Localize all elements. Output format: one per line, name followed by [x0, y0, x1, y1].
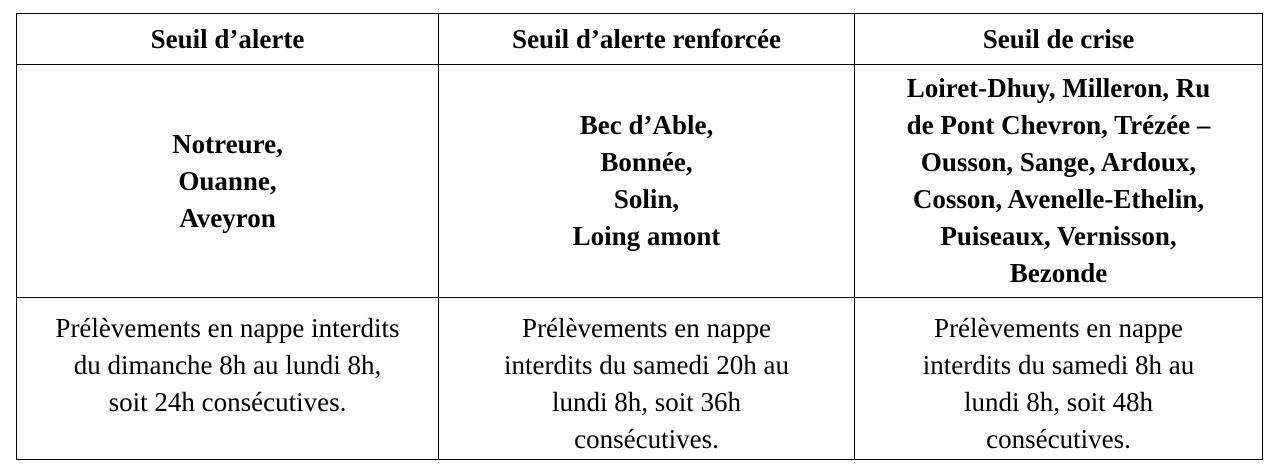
river-line: Aveyron	[179, 202, 276, 233]
rule-cell-alerte	[17, 298, 439, 460]
river-line: Bonnée,	[600, 147, 693, 177]
rivers-cell-alerte-renforcee	[439, 65, 855, 298]
rule-line: lundi 8h, soit 36h	[551, 387, 741, 417]
river-line: Puiseaux, Vernisson,	[940, 221, 1177, 251]
rule-line: Prélèvements en nappe interdits	[55, 313, 400, 343]
river-line: de Pont Chevron, Trézée –	[906, 110, 1211, 140]
table-header-row	[17, 14, 1263, 65]
rule-line: interdits du samedi 20h au	[504, 350, 789, 380]
header-seuil-alerte-renforcee: Seuil d’alerte renforcée	[439, 14, 855, 65]
river-line: Ouanne,	[178, 165, 277, 196]
rule-line: Prélèvements en nappe	[522, 313, 771, 343]
rivers-cell-crise	[855, 65, 1263, 298]
drought-threshold-table	[16, 13, 1263, 460]
rule-cell-crise	[855, 298, 1263, 460]
header-seuil-crise: Seuil de crise	[855, 14, 1263, 65]
rule-line: Prélèvements en nappe	[934, 313, 1183, 343]
rule-line: soit 24h consécutives.	[108, 387, 347, 417]
river-line: Bezonde	[1009, 258, 1108, 288]
rule-line: consécutives.	[986, 424, 1131, 454]
rule-line: lundi 8h, soit 48h	[963, 387, 1153, 417]
rule-cell-alerte-renforcee	[439, 298, 855, 460]
rule-line: du dimanche 8h au lundi 8h,	[73, 350, 382, 380]
rule-line: interdits du samedi 8h au	[922, 350, 1195, 380]
rules-row	[17, 298, 1263, 460]
river-line: Bec d’Able,	[579, 110, 714, 140]
river-line: Notreure,	[172, 128, 283, 159]
header-seuil-alerte: Seuil d’alerte	[17, 14, 439, 65]
rivers-cell-alerte	[17, 65, 439, 298]
river-line: Loiret-Dhuy, Milleron, Ru	[906, 73, 1211, 103]
rivers-row	[17, 65, 1263, 298]
river-line: Loing amont	[572, 221, 721, 251]
river-line: Cosson, Avenelle-Ethelin,	[912, 184, 1205, 214]
river-line: Ousson, Sange, Ardoux,	[920, 147, 1197, 177]
river-line: Solin,	[613, 184, 680, 214]
rule-line: consécutives.	[574, 424, 719, 454]
